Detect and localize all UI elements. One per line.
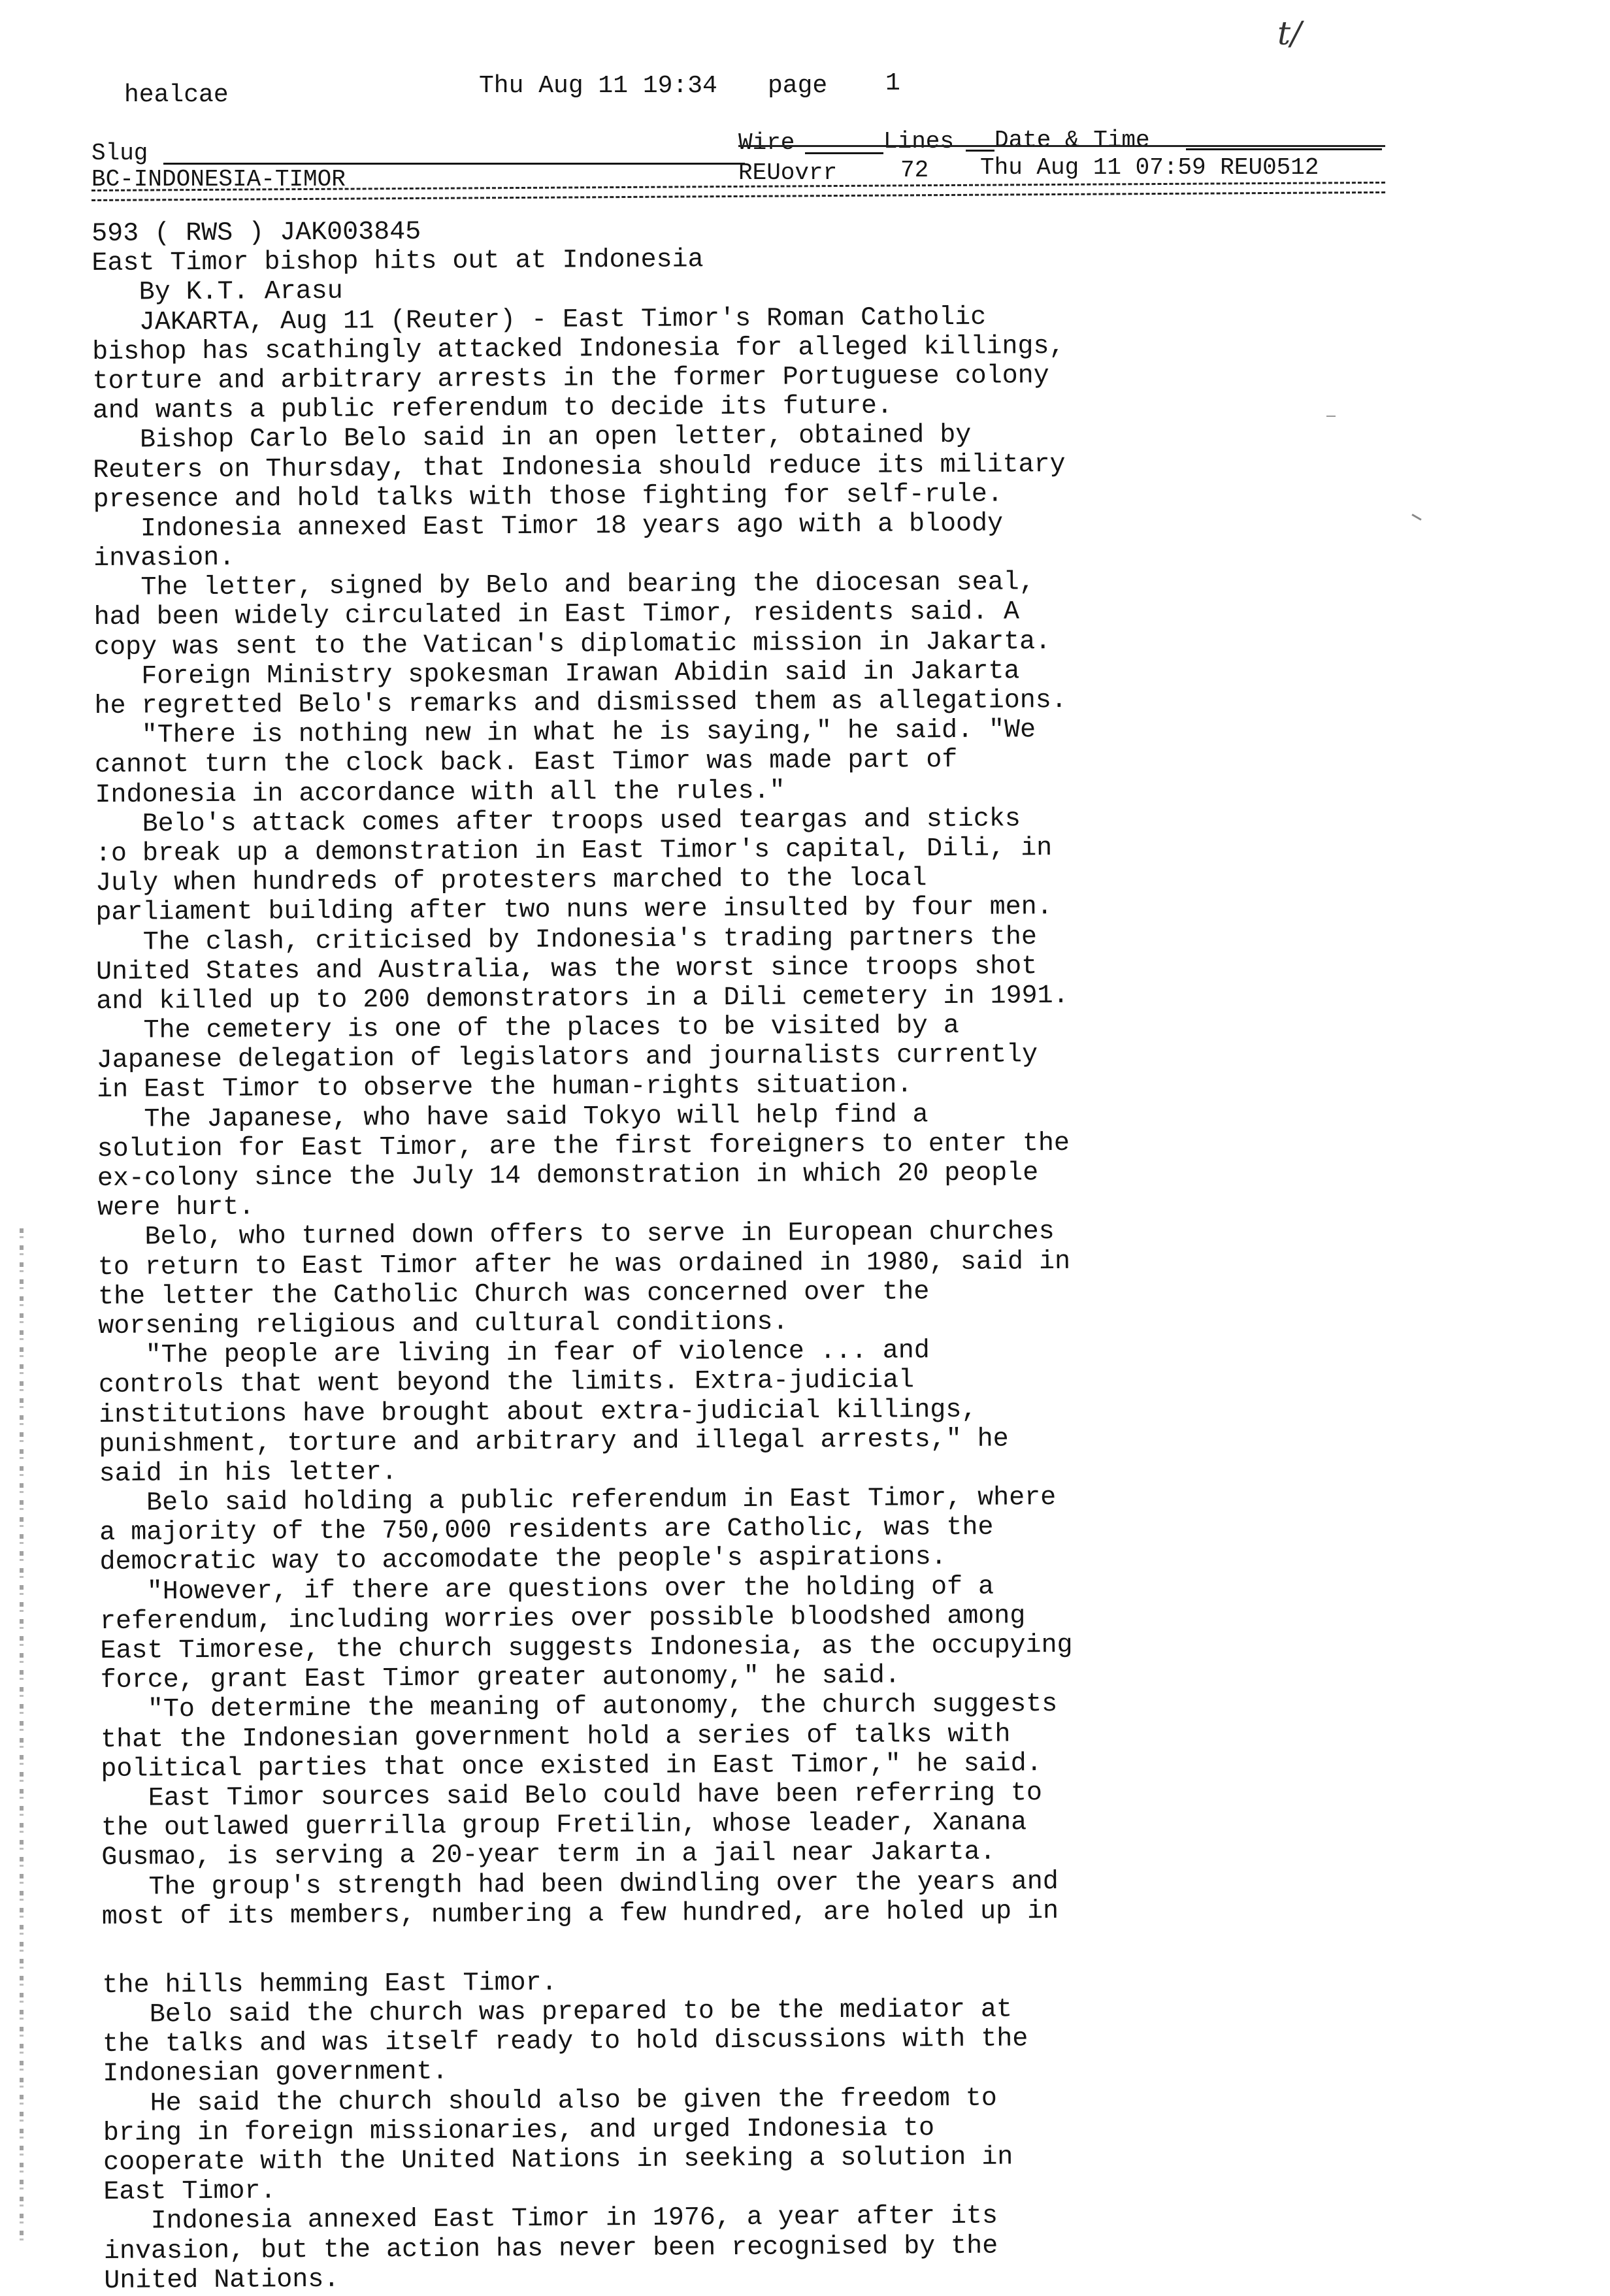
header-page-label: page — [768, 72, 828, 100]
lines-label: Lines — [883, 128, 955, 155]
article-line: the hills hemming East Timor. — [102, 1968, 557, 2001]
article-line: invasion. — [93, 543, 235, 574]
article-line: Belo's attack comes after troops used teargas and sticks — [95, 804, 1021, 840]
article-line: cooperate with the United Nations in seeking a solution in — [103, 2142, 1013, 2178]
article-line: July when hundreds of protesters marched to the local — [95, 864, 927, 899]
header-page-number: 1 — [885, 69, 900, 97]
article-line: a majority of the 750,000 residents are Catholic, was the — [99, 1513, 994, 1549]
article-line: Bishop Carlo Belo said in an open letter, obtained by — [92, 421, 972, 456]
article-line: and killed up to 200 demonstrators in a Dili cemetery in 1991. — [96, 981, 1069, 1017]
article-line: United States and Australia, was the worst since troops shot — [95, 951, 1038, 987]
date-time-label: Date & Time — [994, 127, 1150, 154]
article-line: force, grant East Timor greater autonomy," he said. — [100, 1661, 900, 1696]
wire-value: REUovrr — [738, 159, 838, 186]
wire-underline — [805, 152, 883, 154]
header-user: healcae — [124, 81, 229, 109]
article-line: punishment, torture and arbitrary and illegal arrests," he — [99, 1424, 1009, 1460]
article-line: Belo said holding a public referendum in East Timor, where — [99, 1483, 1057, 1519]
article-line: "There is nothing new in what he is saying," he said. "We — [94, 715, 1036, 751]
slug-underline — [163, 162, 745, 165]
article-line: institutions have brought about extra-judicial killings, — [99, 1395, 978, 1430]
article-line: East Timorese, the church suggests Indonesia, as the occupying — [100, 1630, 1073, 1666]
article-line: Belo, who turned down offers to serve in European churches — [97, 1217, 1055, 1253]
article-line: By K.T. Arasu — [91, 277, 343, 308]
article-line: 593 ( RWS ) JAK003845 — [91, 217, 421, 249]
article-line: torture and arbitrary arrests in the former Portuguese colony — [92, 361, 1049, 397]
article-line: Reuters on Thursday, that Indonesia should reduce its military — [93, 450, 1066, 485]
article-line: Foreign Ministry spokesman Irawan Abidin said in Jakarta — [94, 657, 1020, 692]
article-line: The Japanese, who have said Tokyo will help find a — [97, 1100, 928, 1135]
article-line: The group's strength had been dwindling over the years and — [101, 1867, 1059, 1903]
article-line: The cemetery is one of the places to be visited by a — [96, 1011, 959, 1047]
article-line: United Nations. — [104, 2265, 340, 2296]
lines-value: 72 — [900, 157, 929, 184]
article-line: referendum, including worries over possible bloodshed among — [99, 1601, 1026, 1637]
slug-value: BC-INDONESIA-TIMOR — [91, 166, 346, 193]
article-line: Indonesia annexed East Timor in 1976, a year after its — [103, 2201, 998, 2237]
article-line: parliament building after two nuns were insulted by four men. — [95, 893, 1053, 928]
article-line: East Timor sources said Belo could have been referring to — [101, 1779, 1043, 1814]
article-line: Indonesian government. — [103, 2058, 448, 2090]
article-line: presence and hold talks with those fighting for self-rule. — [93, 480, 1003, 515]
header-datetime: Thu Aug 11 19:34 — [479, 72, 717, 100]
article-line: cannot turn the clock back. East Timor was made part of — [94, 746, 958, 781]
article-line: said in his letter. — [99, 1458, 397, 1489]
lines-underline — [966, 149, 994, 152]
slug-label: Slug — [91, 140, 148, 167]
article-line: The letter, signed by Belo and bearing the diocesan seal, — [93, 568, 1035, 604]
article-part-2 — [102, 1963, 1345, 2296]
article-line: Indonesia annexed East Timor 18 years ago with a bloody — [93, 509, 1004, 544]
article-line: had been widely circulated in East Timor, residents said. A — [93, 597, 1020, 633]
article-line: The clash, criticised by Indonesia's trading partners the — [95, 922, 1038, 958]
article-line: the letter the Catholic Church was concerned over the — [97, 1277, 930, 1312]
article-line: democratic way to accomodate the people's aspirations. — [99, 1543, 947, 1578]
date-time-underline — [1186, 148, 1382, 150]
article-line: the talks and was itself ready to hold discussions with the — [102, 2024, 1028, 2060]
article-line: "The people are living in fear of violence ... and — [98, 1336, 930, 1371]
article-line: copy was sent to the Vatican's diplomatic mission in Jakarta. — [93, 627, 1051, 663]
article-line: "To determine the meaning of autonomy, the church suggests — [100, 1690, 1058, 1726]
article-line: JAKARTA, Aug 11 (Reuter) - East Timor's Roman Catholic — [91, 303, 987, 338]
article-line: worsening religious and cultural conditions. — [98, 1307, 789, 1341]
article-body — [91, 212, 1345, 2295]
scan-edge-artifact — [20, 1228, 24, 2248]
article-line: Japanese delegation of legislators and journalists currently — [96, 1040, 1038, 1076]
article-line: East Timor. — [103, 2176, 276, 2208]
article-line: most of its members, numbering a few hundred, are holed up in — [101, 1896, 1059, 1932]
handwritten-annotation: t/ — [1277, 14, 1302, 52]
article-line: were hurt. — [97, 1192, 255, 1224]
article-line: ex-colony since the July 14 demonstration in which 20 people — [97, 1158, 1039, 1194]
scan-speck — [1411, 514, 1421, 521]
article-line: Indonesia in accordance with all the rules." — [95, 776, 785, 810]
article-line: Gusmao, is serving a 20-year term in a jail near Jakarta. — [101, 1837, 996, 1873]
article-part-1 — [91, 212, 1343, 1931]
wire-label: Wire — [738, 129, 795, 156]
field-rule — [738, 145, 1385, 147]
article-line: "However, if there are questions over the holding of a — [99, 1572, 994, 1607]
article-line: East Timor bishop hits out at Indonesia — [91, 245, 704, 279]
article-line: :o break up a demonstration in East Timor's capital, Dili, in — [95, 833, 1053, 869]
date-time-value: Thu Aug 11 07:59 REU0512 — [980, 154, 1319, 181]
scan-speck — [1326, 416, 1336, 417]
article-line: solution for East Timor, are the first foreigners to enter the — [97, 1128, 1070, 1164]
article-line: invasion, but the action has never been recognised by the — [103, 2231, 998, 2267]
article-line: the outlawed guerrilla group Fretilin, whose leader, Xanana — [101, 1808, 1027, 1844]
article-line: he regretted Belo's remarks and dismissed them as allegations. — [94, 685, 1067, 721]
article-line: Belo said the church was prepared to be the mediator at — [102, 1995, 1013, 2031]
article-line: bishop has scathingly attacked Indonesia for alleged killings, — [92, 331, 1065, 367]
article-line: that the Indonesian government hold a series of talks with — [101, 1720, 1011, 1755]
article-line: political parties that once existed in East Timor," he said. — [101, 1748, 1042, 1784]
article-line: to return to East Timor after he was ordained in 1980, said in — [97, 1247, 1071, 1283]
article-line: bring in foreign missionaries, and urged Indonesia to — [103, 2113, 935, 2148]
article-line: controls that went beyond the limits. Extra-judicial — [98, 1366, 915, 1401]
article-line: He said the church should also be given the freedom to — [103, 2084, 997, 2119]
article-line: in East Timor to observe the human-rights situation. — [97, 1070, 913, 1106]
article-line: and wants a public referendum to decide its future. — [92, 391, 893, 427]
